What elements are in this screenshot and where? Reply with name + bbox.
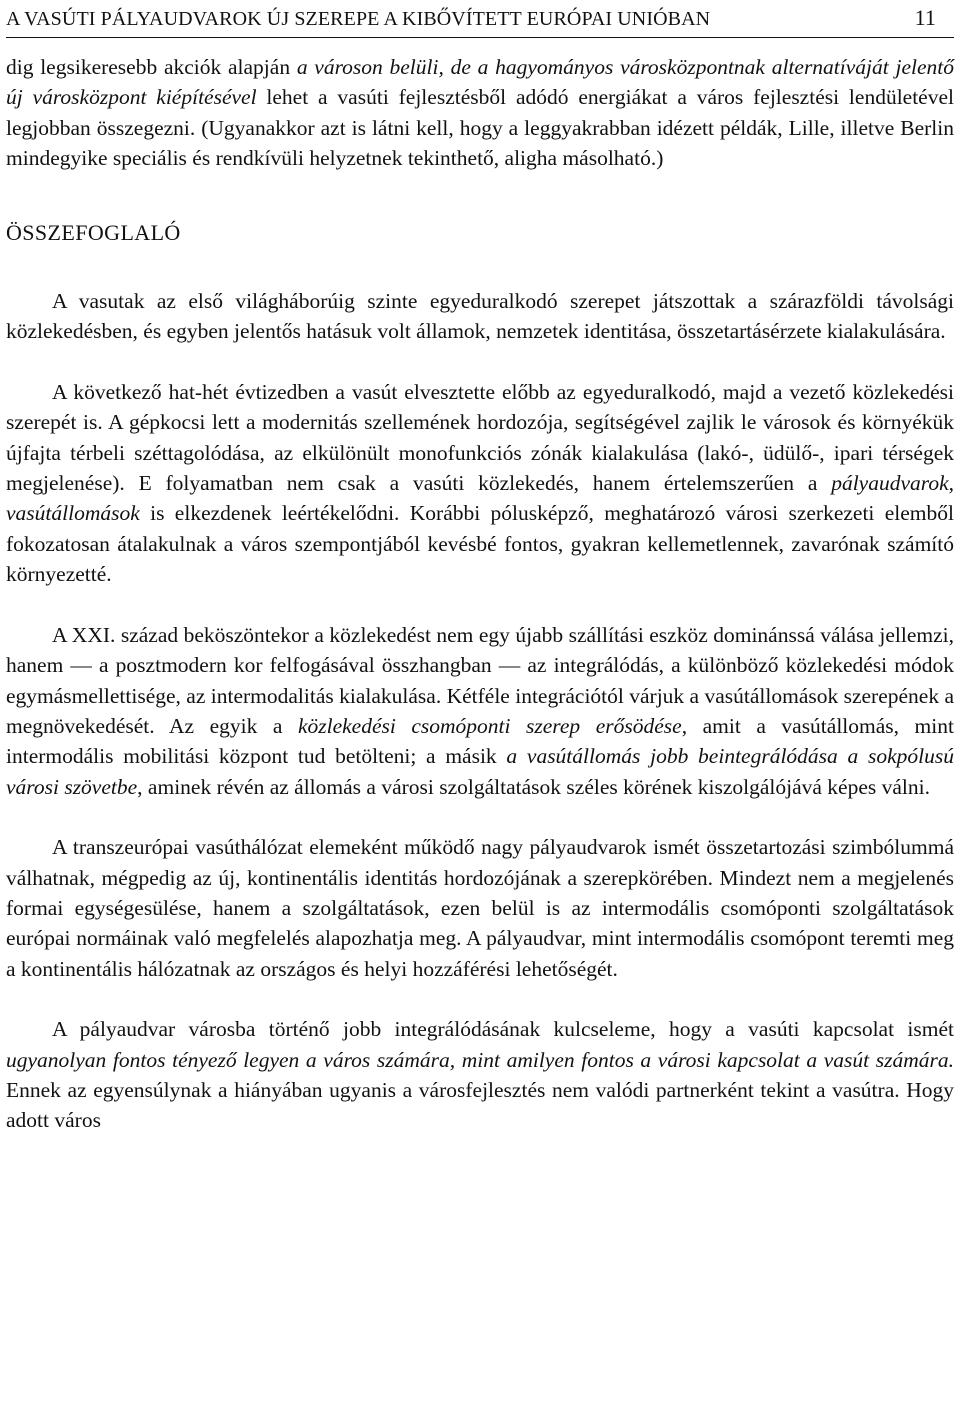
paragraph-5 [6, 1014, 954, 1136]
text-run: , aminek révén az állomás a városi szolgáltatások széles körének kiszolgálójává képes válni. [137, 774, 930, 799]
emphasis-run: a vasútállomás jobb beintegrálódása a sokpólusú városi szövetbe [6, 744, 954, 799]
paragraph-3 [6, 620, 954, 802]
text-run: Ennek az egyensúlynak a hiányában ugyanis a városfejlesztés nem valódi partnerként tekint a vasútra. Hogy adott város [6, 1077, 954, 1133]
body-text [6, 52, 954, 1136]
paragraph-4: A transzeurópai vasúthálózat elemeként működő nagy pályaudvarok ismét összetartozási szimbólummá válhatnak, mégpedig az új, kontinentális identitás hordozójának a szerepkörében. Mindezt nem a megjelenés formai egységesülése, hanem a szolgáltatások, ezen belül is az intermodális csomóponti szolgáltatások európai normáinak való megfelelés alapozhatja meg. A pályaudvar, mint intermodális csomópont teremti meg a kontinentális hálózatnak az országos és helyi hozzáférési lehetőségét. [6, 835, 954, 981]
paragraph-2 [6, 377, 954, 590]
running-header [6, 0, 954, 38]
text-run: dig legsikeresebb akciók alapján [6, 55, 297, 79]
text-run: is elkezdenek leértékelődni. Korábbi pólusképző, meghatározó városi szerkezeti elemből fokozatosan átalakulnak a város szempontjából kevésbé fontos, gyakran kellemetlennek, zavarónak számító környezetté. [6, 501, 954, 587]
paragraph-1: A vasutak az első világháborúig szinte egyeduralkodó szerepet játszottak a szárazföldi távolsági közlekedésben, és egyben jelentős hatásuk volt államok, nemzetek identitása, összetartásérzete kialakulására. [6, 289, 954, 344]
emphasis-run: a városon belüli, de a hagyományos városközpontnak alternatíváját jelentő új városközpont kiépítésével [6, 55, 954, 110]
text-run: A következő hat-hét évtizedben a vasút elvesztette előbb az egyeduralkodó, majd a vezető közlekedési szerepét is. A gépkocsi lett a modernitás szellemének hordozója, segítségével zajlik le városok és környékük újfajta térbeli széttagolódása, az elkülönült monofunkciós zónák kialakulása (lakó-, üdülő-, ipari térségek megjelenése). E folyamatban nem csak a vasúti közlekedés, hanem értelemszerűen a [6, 379, 954, 496]
text-run: , amit a vasútállomás, mint intermodális mobilitási központ tud betölteni; a másik [6, 713, 954, 769]
page-number: 11 [914, 5, 936, 30]
text-run: A pályaudvar városba történő jobb integrálódásának kulcseleme, hogy a vasúti kapcsolat ismét [52, 1017, 954, 1042]
text-run: lehet a vasúti fejlesztésből adódó energiákat a város fejlesztési lendületével legjobban összegezni. (Ugyanakkor azt is látni kell, hogy a leggyakrabban idézett példák, Lille, illetve Berlin mindegyike speciális és rendkívüli helyzetnek tekinthető, aligha másolható.) [6, 85, 954, 171]
emphasis-run: pályaudvarok, vasútállomások [6, 471, 954, 526]
header-title: A VASÚTI PÁLYAUDVAROK ÚJ SZEREPE A KIBŐVÍTETT EURÓPAI UNIÓBAN [6, 8, 711, 30]
text-run: A XXI. század beköszöntekor a közlekedést nem egy újabb szállítási eszköz dominánssá válása jellemzi, hanem — a posztmodern kor felfogásával összhangban — az integrálódás, a különböző közlekedési módok egymásmellettisége, az intermodalitás kialakulása. Kétféle integrációtól várjuk a vasútállomások szerepének a megnövekedését. Az egyik a [6, 622, 955, 738]
paragraph-intro [6, 52, 954, 174]
emphasis-run: ugyanolyan fontos tényező legyen a város számára, mint amilyen fontos a városi kapcsolat a vasút számára. [6, 1047, 954, 1072]
emphasis-run: közlekedési csomóponti szerep erősödése [297, 713, 682, 738]
section-heading: ÖSSZEFOGLALÓ [6, 219, 181, 245]
